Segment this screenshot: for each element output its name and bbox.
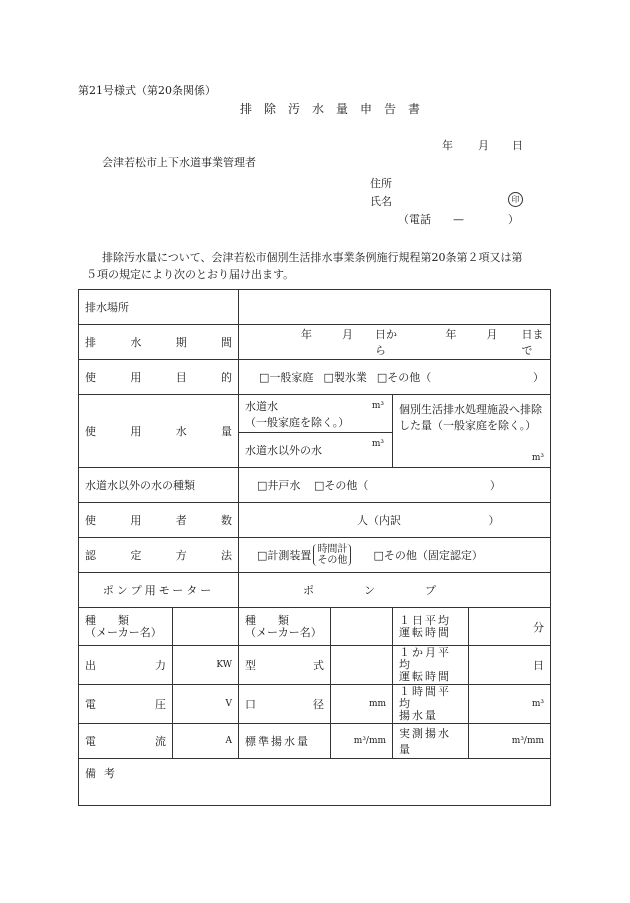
meter-timer: 時間計 [317,544,348,555]
bore-label: 口 径 [239,685,331,724]
unit-m3mm-actual: m³/mm [511,736,545,746]
row-place [79,290,551,325]
unit-min: 分 [533,620,545,634]
daily-avg-label-1: １日平均 [399,613,452,627]
users-breakdown: 人（内訳 [357,514,402,527]
pump-header: ポンプ [239,573,551,608]
facility-unit: m³ [531,453,545,463]
other-kind-options [239,468,551,503]
unit-a: A [225,736,233,746]
hourly-avg-label-2: 揚水量 [399,709,439,722]
users-label: 使 用 者 数 [79,503,239,538]
daily-avg-label-2: 運転時間 [399,625,452,639]
unit-mm: mm [368,699,387,709]
remarks-cell[interactable] [79,759,551,806]
actual-pump-input[interactable] [469,724,551,759]
bore-input[interactable] [331,685,393,724]
unit-v: V [225,699,233,709]
other-water-unit: m³ [371,439,385,449]
model-input[interactable] [331,646,393,685]
facility-text-1: 個別生活排水処理施設へ排除 [399,403,543,416]
motor-header: ポンプ用モーター [79,573,239,608]
document-title: 排除汚水量申告書 [240,102,433,116]
pump-kind-input[interactable] [331,608,393,646]
date-day: 日 [512,139,523,152]
purpose-options [239,360,551,395]
period-label: 排 水 期 間 [79,325,239,360]
output-label: 出 力 [79,646,173,685]
hourly-avg-cell [393,685,469,724]
other-kind-checkbox[interactable]: □その他（ [313,479,369,492]
row-current [79,724,551,759]
facility-cell[interactable] [393,395,551,468]
well-water-checkbox[interactable]: □井戸水 [257,479,301,492]
tap-water-note: （一般家庭を除く。） [245,415,350,429]
period-end-month: 月 [486,328,498,341]
row-water-1 [79,395,551,433]
output-input[interactable] [173,646,239,685]
other-water-label: 水道水以外の水 [245,444,323,457]
method-meter-checkbox[interactable]: □計測装置 [257,549,312,562]
period-end-day: 日まで [521,328,544,357]
date-year: 年 [442,139,453,152]
place-input[interactable] [239,290,551,325]
place-label-cell [79,290,239,325]
other-kind-label: 水道水以外の水の種類 [79,468,239,503]
purpose-other-checkbox[interactable]: □その他（ [376,371,432,384]
daily-avg-input[interactable] [469,608,551,646]
remarks-label: 備考 [85,767,123,780]
other-water-cell[interactable] [239,433,393,468]
hourly-avg-input[interactable] [469,685,551,724]
voltage-input[interactable] [173,685,239,724]
meter-other: その他 [317,555,348,566]
period-end-year: 年 [445,328,457,341]
purpose-household-checkbox[interactable]: □一般家庭 [259,371,314,384]
tap-water-unit: m³ [371,401,385,411]
tap-water-cell[interactable] [239,395,393,433]
period-input[interactable] [239,325,551,360]
period-start-day: 日から [375,328,398,357]
method-options [239,538,551,573]
row-kind [79,608,551,646]
current-label: 電 流 [79,724,173,759]
unit-day: 日 [533,659,545,672]
purpose-ice-checkbox[interactable]: □製氷業 [323,371,367,384]
purpose-other-close: ） [533,371,545,384]
unit-kw: KW [216,660,233,670]
intro-line-1: 排除汚水量について、会津若松市個別生活排水事業条例施行規程第20条第２項又は第 [102,251,523,264]
model-label: 型 式 [239,646,331,685]
place-label: 排 水 場 所 [85,301,129,314]
users-close: ） [488,514,500,527]
row-output [79,646,551,685]
motor-maker-label: （メーカー名） [85,625,162,639]
monthly-avg-cell [393,646,469,685]
hourly-avg-label-1: １時間平均 [399,685,452,710]
addressee: 会津若松市上下水道事業管理者 [102,156,256,169]
actual-pump-label: 実測揚水量 [393,724,469,759]
row-method [79,538,551,573]
pump-kind-cell [239,608,331,646]
std-pump-label: 標準揚水量 [239,724,331,759]
address-label: 住所 [370,177,392,190]
pump-maker-label: （メーカー名） [245,625,322,639]
date-month: 月 [478,139,489,152]
phone-field: （電話 — ） [398,213,519,226]
row-purpose [79,360,551,395]
facility-text-2: した量（一般家庭を除く。） [399,419,537,432]
method-fixed-checkbox[interactable]: □その他（固定認定） [373,549,483,562]
unit-m3-hourly: m³ [531,699,545,709]
purpose-label: 使 用 目 的 [79,360,239,395]
tap-water-label: 水道水 [245,399,279,413]
other-kind-close: ） [489,479,501,492]
monthly-avg-label-1: １か月平均 [399,646,452,671]
declaration-table [78,289,551,806]
motor-kind-cell [79,608,173,646]
intro-line-2: ５項の規定により次のとおり届け出ます。 [86,268,295,281]
motor-kind-label: 種 類 [85,613,129,627]
row-pump-headers [79,573,551,608]
method-label: 認 定 方 法 [79,538,239,573]
std-pump-input[interactable] [331,724,393,759]
monthly-avg-input[interactable] [469,646,551,685]
water-label: 使 用 水 量 [79,395,239,468]
monthly-avg-label-2: 運転時間 [399,670,452,683]
row-users [79,503,551,538]
row-period [79,325,551,360]
users-input[interactable] [239,503,551,538]
seal-mark: 印 [508,192,523,207]
pump-kind-label: 種 類 [245,613,290,627]
unit-m3mm-std: m³/mm [353,736,387,746]
row-other-kind [79,468,551,503]
motor-kind-input[interactable] [173,608,239,646]
period-start-month: 月 [342,328,354,341]
form-number: 第21号様式（第20条関係） [78,84,216,97]
row-voltage [79,685,551,724]
name-label: 氏名 [370,195,392,208]
row-remarks [79,759,551,806]
voltage-label: 電 圧 [79,685,173,724]
current-input[interactable] [173,724,239,759]
period-start-year: 年 [301,328,313,341]
daily-avg-cell [393,608,469,646]
